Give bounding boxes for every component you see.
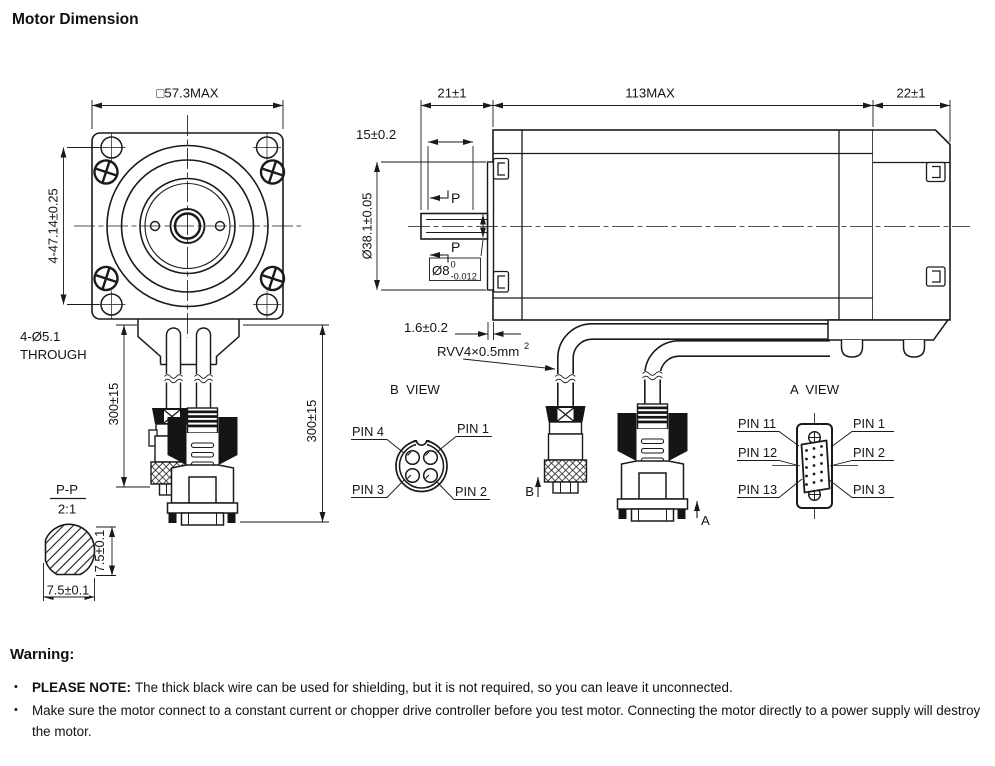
dim-plate-thickness: 1.6±0.2 (404, 320, 448, 335)
round-connector-side (545, 406, 587, 493)
warning-note-1-emphasis: PLEASE NOTE: (32, 680, 131, 695)
a-view-pin13-label: PIN 13 (738, 482, 778, 497)
bullet-icon: • (14, 681, 18, 693)
b-view-pin1-label: PIN 1 (457, 421, 490, 436)
section-pp-dim-width: 7.5±0.1 (46, 582, 90, 598)
pilot-boss (488, 162, 494, 290)
warning-note-1 (10, 677, 985, 698)
dim-shaft-dia: Ø8 (432, 263, 450, 278)
dim-cable-length-left: 300±15 (106, 382, 121, 426)
holes-note-line1: 4-Ø5.1 (20, 329, 61, 344)
front-cables (165, 335, 213, 413)
cable-spec: RVV4×0.5mm (437, 344, 520, 359)
section-pp-dim-height: 7.5±0.1 (92, 529, 107, 573)
dim-pilot-dia: Ø38.1±0.05 (359, 192, 375, 260)
holes-note-line2: THROUGH (20, 347, 87, 362)
section-pp (40, 482, 116, 601)
a-view-title: A VIEW (790, 382, 840, 397)
warning-heading: Warning: (10, 646, 75, 663)
dim-rear-length: 22±1 (896, 85, 926, 101)
section-mark-p-bottom: P (451, 239, 461, 255)
dim-shaft-ext: 21±1 (437, 85, 467, 101)
view-arrow-a-label: A (701, 513, 710, 528)
view-arrow-b-label: B (525, 484, 534, 499)
cable-spec-exponent: 2 (524, 341, 530, 351)
dim-body-length: 113MAX (625, 85, 675, 101)
b-view (351, 382, 492, 500)
a-view-pin3-label: PIN 3 (853, 482, 886, 497)
section-mark-p-top: P (451, 190, 461, 206)
dim-shaft-dia-lower-tol: -0.012 (450, 271, 477, 282)
bullet-icon: • (14, 704, 18, 716)
section-pp-label: P-P (56, 482, 78, 497)
a-view-pin1-label: PIN 1 (853, 416, 886, 431)
dim-shaft-dia-upper-tol: 0 (450, 259, 456, 270)
side-view-body (421, 130, 950, 357)
a-view-pin2-label: PIN 2 (853, 445, 886, 460)
dsub-connector-side (618, 404, 688, 521)
warning-section (10, 646, 985, 744)
dim-flange-size: □57.3MAX (156, 85, 219, 101)
b-view-pin2-label: PIN 2 (455, 484, 488, 499)
cable-break (165, 374, 213, 383)
dim-hole-spacing: 4-47.14±0.25 (45, 188, 61, 264)
side-cables (556, 332, 831, 407)
front-view (92, 133, 287, 365)
b-view-title: B VIEW (390, 382, 440, 397)
warning-note-2-text: Make sure the motor connect to a constant current or chopper drive controller before you test motor. Connecting the motor directly to a power supply will destroy the motor. (32, 703, 981, 739)
warning-note-1-text: The thick black wire can be used for shielding, but it is not required, so you can leave it unconnected. (134, 680, 733, 695)
b-view-pin3-label: PIN 3 (352, 482, 385, 497)
page-title: Motor Dimension (12, 11, 139, 28)
dim-cable-length-right: 300±15 (304, 399, 319, 443)
section-pp-scale: 2:1 (57, 501, 77, 517)
b-view-pin4-label: PIN 4 (352, 424, 385, 439)
a-view (737, 382, 894, 519)
dim-shaft-flat: 15±0.2 (356, 127, 397, 142)
warning-note-2 (10, 700, 985, 742)
a-view-pin11-label: PIN 11 (738, 416, 777, 431)
dsub-connector-front (168, 408, 238, 525)
a-view-pin12-label: PIN 12 (738, 445, 778, 460)
